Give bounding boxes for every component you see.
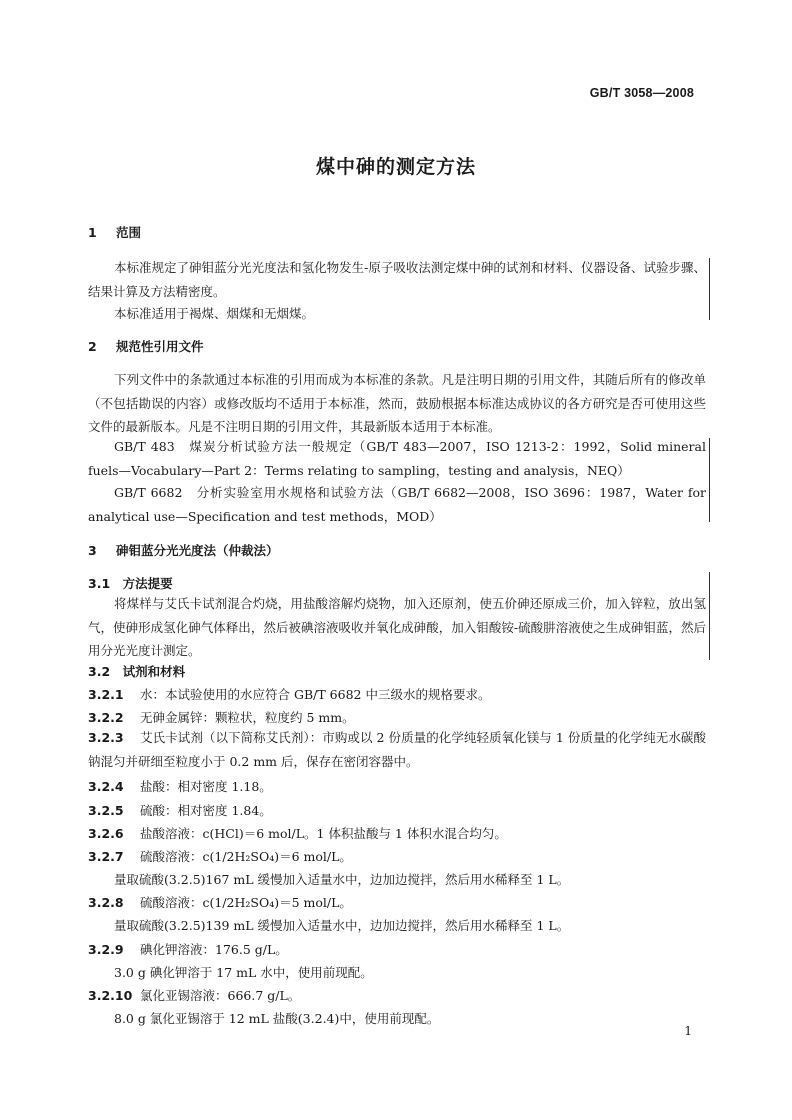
references-paragraph: 下列文件中的条款通过本标准的引用而成为本标准的条款。凡是注明日期的引用文件，其随后所有的修改单（不包括勘误的内容）或修改版均不适用于本标准，然而，鼓励根据本标准达成协议的各方研究是否可使用这些文件的最新版本。凡是不注明日期的引用文件，其最新版本适用于本标准。 <box>88 372 706 434</box>
reagent-preparation: 量取硫酸(3.2.5)139 mL 缓慢加入适量水中，边加边搅拌，然后用水稀释至 1 L。 <box>114 918 570 933</box>
change-bar <box>709 258 710 320</box>
section-number: 3 <box>88 543 97 558</box>
section-number: 1 <box>88 225 97 240</box>
reagent-item: 3.2.7 硫酸溶液：c(1/2H₂SO₄)＝6 mol/L。 <box>88 849 352 864</box>
standard-number-header: GB/T 3058—2008 <box>589 86 694 100</box>
document-title: 煤中砷的测定方法 <box>315 156 476 178</box>
reagent-preparation: 3.0 g 碘化钾溶于 17 mL 水中，使用前现配。 <box>114 965 373 980</box>
reagent-item: 3.2.4 盐酸：相对密度 1.18。 <box>88 779 272 794</box>
reagent-item: 3.2.8 硫酸溶液：c(1/2H₂SO₄)＝5 mol/L。 <box>88 895 352 910</box>
section-2-heading <box>88 337 204 355</box>
method-summary-paragraph: 将煤样与艾氏卡试剂混合灼烧，用盐酸溶解灼烧物，加入还原剂，使五价砷还原成三价，加入锌粒，放出氢气，使砷形成氢化砷气体释出，然后被碘溶液吸收并氧化成砷酸，加入钼酸铵-硫酸肼溶液使之生成砷钼蓝，然后用分光光度计测定。 <box>88 596 706 658</box>
reagent-item: 3.2.3 艾氏卡试剂（以下简称艾氏剂）：市购或以 2 份质量的化学纯轻质氧化镁与 1 份质量的化学纯无水碳酸钠混匀并研细至粒度小于 0.2 mm 后，保存在密闭容器中。 <box>88 730 706 769</box>
scope-paragraph-1: 本标准规定了砷钼蓝分光光度法和氢化物发生-原子吸收法测定煤中砷的试剂和材料、仪器设备、试验步骤、结果计算及方法精密度。 <box>88 260 706 299</box>
change-bar <box>709 438 710 522</box>
reference-gbt-6682: GB/T 6682 分析实验室用水规格和试验方法（GB/T 6682—2008，ISO 3696：1987，Water for analytical use—Specification and test methods，MOD） <box>88 485 706 524</box>
reagent-item: 3.2.6 盐酸溶液：c(HCl)＝6 mol/L。1 体积盐酸与 1 体积水混合均匀。 <box>88 826 507 841</box>
subsection-3-2-heading: 3.2 试剂和材料 <box>88 664 186 679</box>
reagent-item: 3.2.1 水：本试验使用的水应符合 GB/T 6682 中三级水的规格要求。 <box>88 687 491 702</box>
section-3-heading <box>88 541 279 559</box>
reagent-item: 3.2.9 碘化钾溶液：176.5 g/L。 <box>88 942 288 957</box>
section-title: 规范性引用文件 <box>116 339 204 354</box>
reagent-item: 3.2.5 硫酸：相对密度 1.84。 <box>88 803 272 818</box>
reagent-item: 3.2.10 氯化亚锡溶液：666.7 g/L。 <box>88 988 301 1003</box>
subsection-3-1-heading: 3.1 方法提要 <box>88 576 173 591</box>
reagent-preparation: 8.0 g 氯化亚锡溶于 12 mL 盐酸(3.2.4)中，使用前现配。 <box>114 1011 440 1026</box>
reagent-item: 3.2.2 无砷金属锌：颗粒状，粒度约 5 mm。 <box>88 710 355 725</box>
section-title: 砷钼蓝分光光度法（仲裁法） <box>116 543 279 558</box>
page-number: 1 <box>684 1024 692 1038</box>
section-1-heading <box>88 223 141 241</box>
change-bar <box>709 572 710 660</box>
scope-paragraph-2: 本标准适用于褐煤、烟煤和无烟煤。 <box>114 306 315 321</box>
section-number: 2 <box>88 339 97 354</box>
reference-gbt-483: GB/T 483 煤炭分析试验方法一般规定（GB/T 483—2007，ISO 1213-2：1992，Solid mineral fuels—Vocabulary—Part 2：Terms relating to sampling，testing and analysis，NEQ） <box>88 439 706 478</box>
reagent-preparation: 量取硫酸(3.2.5)167 mL 缓慢加入适量水中，边加边搅拌，然后用水稀释至 1 L。 <box>114 872 570 887</box>
section-title: 范围 <box>116 225 142 240</box>
